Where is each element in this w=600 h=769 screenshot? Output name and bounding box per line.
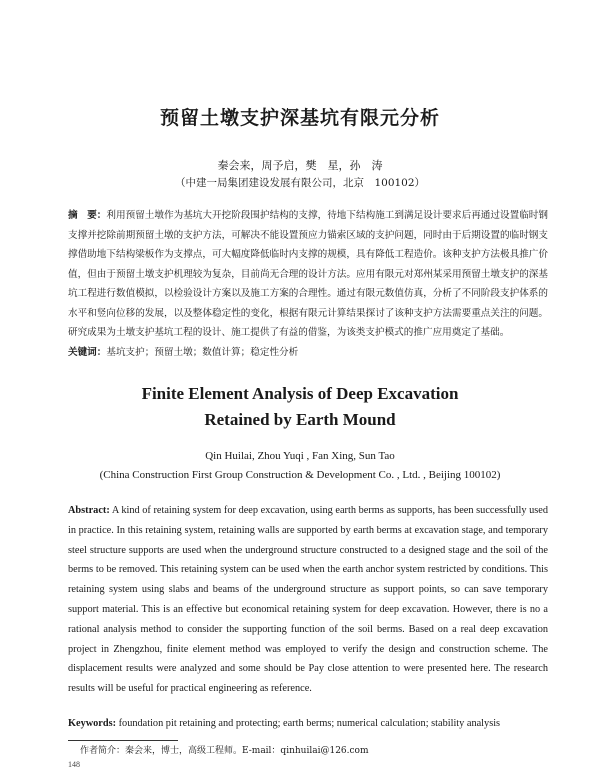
chinese-keywords-label: 关键词： <box>68 347 107 358</box>
english-authors: Qin Huilai, Zhou Yuqi , Fan Xing, Sun Tao <box>205 450 395 462</box>
english-keywords-label: Keywords: <box>68 718 117 729</box>
chinese-keywords <box>68 343 548 362</box>
english-abstract-label: Abstract: <box>68 505 110 516</box>
chinese-affiliation: （中建一局集团建设发展有限公司，北京 100102） <box>174 177 426 189</box>
page-number: 148 <box>68 760 80 769</box>
english-abstract <box>68 501 548 699</box>
chinese-keywords-text: 基坑支护；预留土墩；数值计算；稳定性分析 <box>106 347 299 358</box>
chinese-title: 预留土墩支护深基坑有限元分析 <box>159 107 440 129</box>
english-title-line-2: Retained by Earth Mound <box>204 410 396 429</box>
english-abstract-text: A kind of retaining system for deep excavation, using earth berms as supports, has been successfully used in practice. In this retaining system, retaining walls are supported by earth berms at excavation stage, and temporary steel structure supports are used when the underground structure constructed to a designed stage and the soil of the berms to be removed. This retaining system can be used when the earth anchor system restricted by conditions. This retaining system using slabs and beams of the underground structure as support points, so can save temporary support material. This is an effective but economical retaining system for deep excavation. However, there is no a rational analysis method to consider the supporting function of the soil berms. Based on a real deep excavation project in Zhengzhou, finite element method was employed to verify the design and construction scheme. The displacement results were analyzed and some should be Pay close attention to were presented here. The research results will be useful for practical engineering as reference. <box>68 505 548 695</box>
author-footnote: 作者简介：秦会来，博士，高级工程师。E-mail：qinhuilai@126.com <box>80 746 369 756</box>
chinese-abstract-text: 利用预留土墩作为基坑大开挖阶段围护结构的支撑，待地下结构施工到满足设计要求后再通过设置临时钢支撑并挖除前期预留土墩的支护方法，可解决不能设置预应力锚索区域的支护问题，同时由于后期设置的临时钢支撑借助地下结构梁板作为支撑点，可大幅度降低临时内支撑的规模，具有降低工程造价。该种支护方法极具推广价值，但由于预留土墩支护机理较为复杂，目前尚无合理的设计方法。应用有限元对郑州某采用预留土墩支护的深基坑工程进行数值模拟，以检验设计方案以及施工方案的合理性。通过有限元数值仿真，分析了不同阶段支护体系的水平和竖向位移的发展，以及整体稳定性的变化，根据有限元计算结果探讨了该种支护方法需要重点关注的问题。研究成果为土墩支护基坑工程的设计、施工提供了有益的借鉴，为该类支护模式的推广应用奠定了基础。 <box>68 210 549 338</box>
chinese-abstract-label: 摘 要： <box>68 210 107 221</box>
english-title-line-1: Finite Element Analysis of Deep Excavation <box>141 384 459 403</box>
chinese-abstract <box>68 206 548 343</box>
english-keywords <box>68 716 548 732</box>
chinese-authors: 秦会来，周予启，樊 星，孙 涛 <box>217 159 383 172</box>
english-affiliation: (China Construction First Group Construction & Development Co. , Ltd. , Beijing 100102) <box>99 469 501 481</box>
english-title <box>0 381 600 433</box>
english-keywords-text: foundation pit retaining and protecting; earth berms; numerical calculation; stability analysis <box>116 718 501 729</box>
footnote-divider <box>68 740 178 741</box>
